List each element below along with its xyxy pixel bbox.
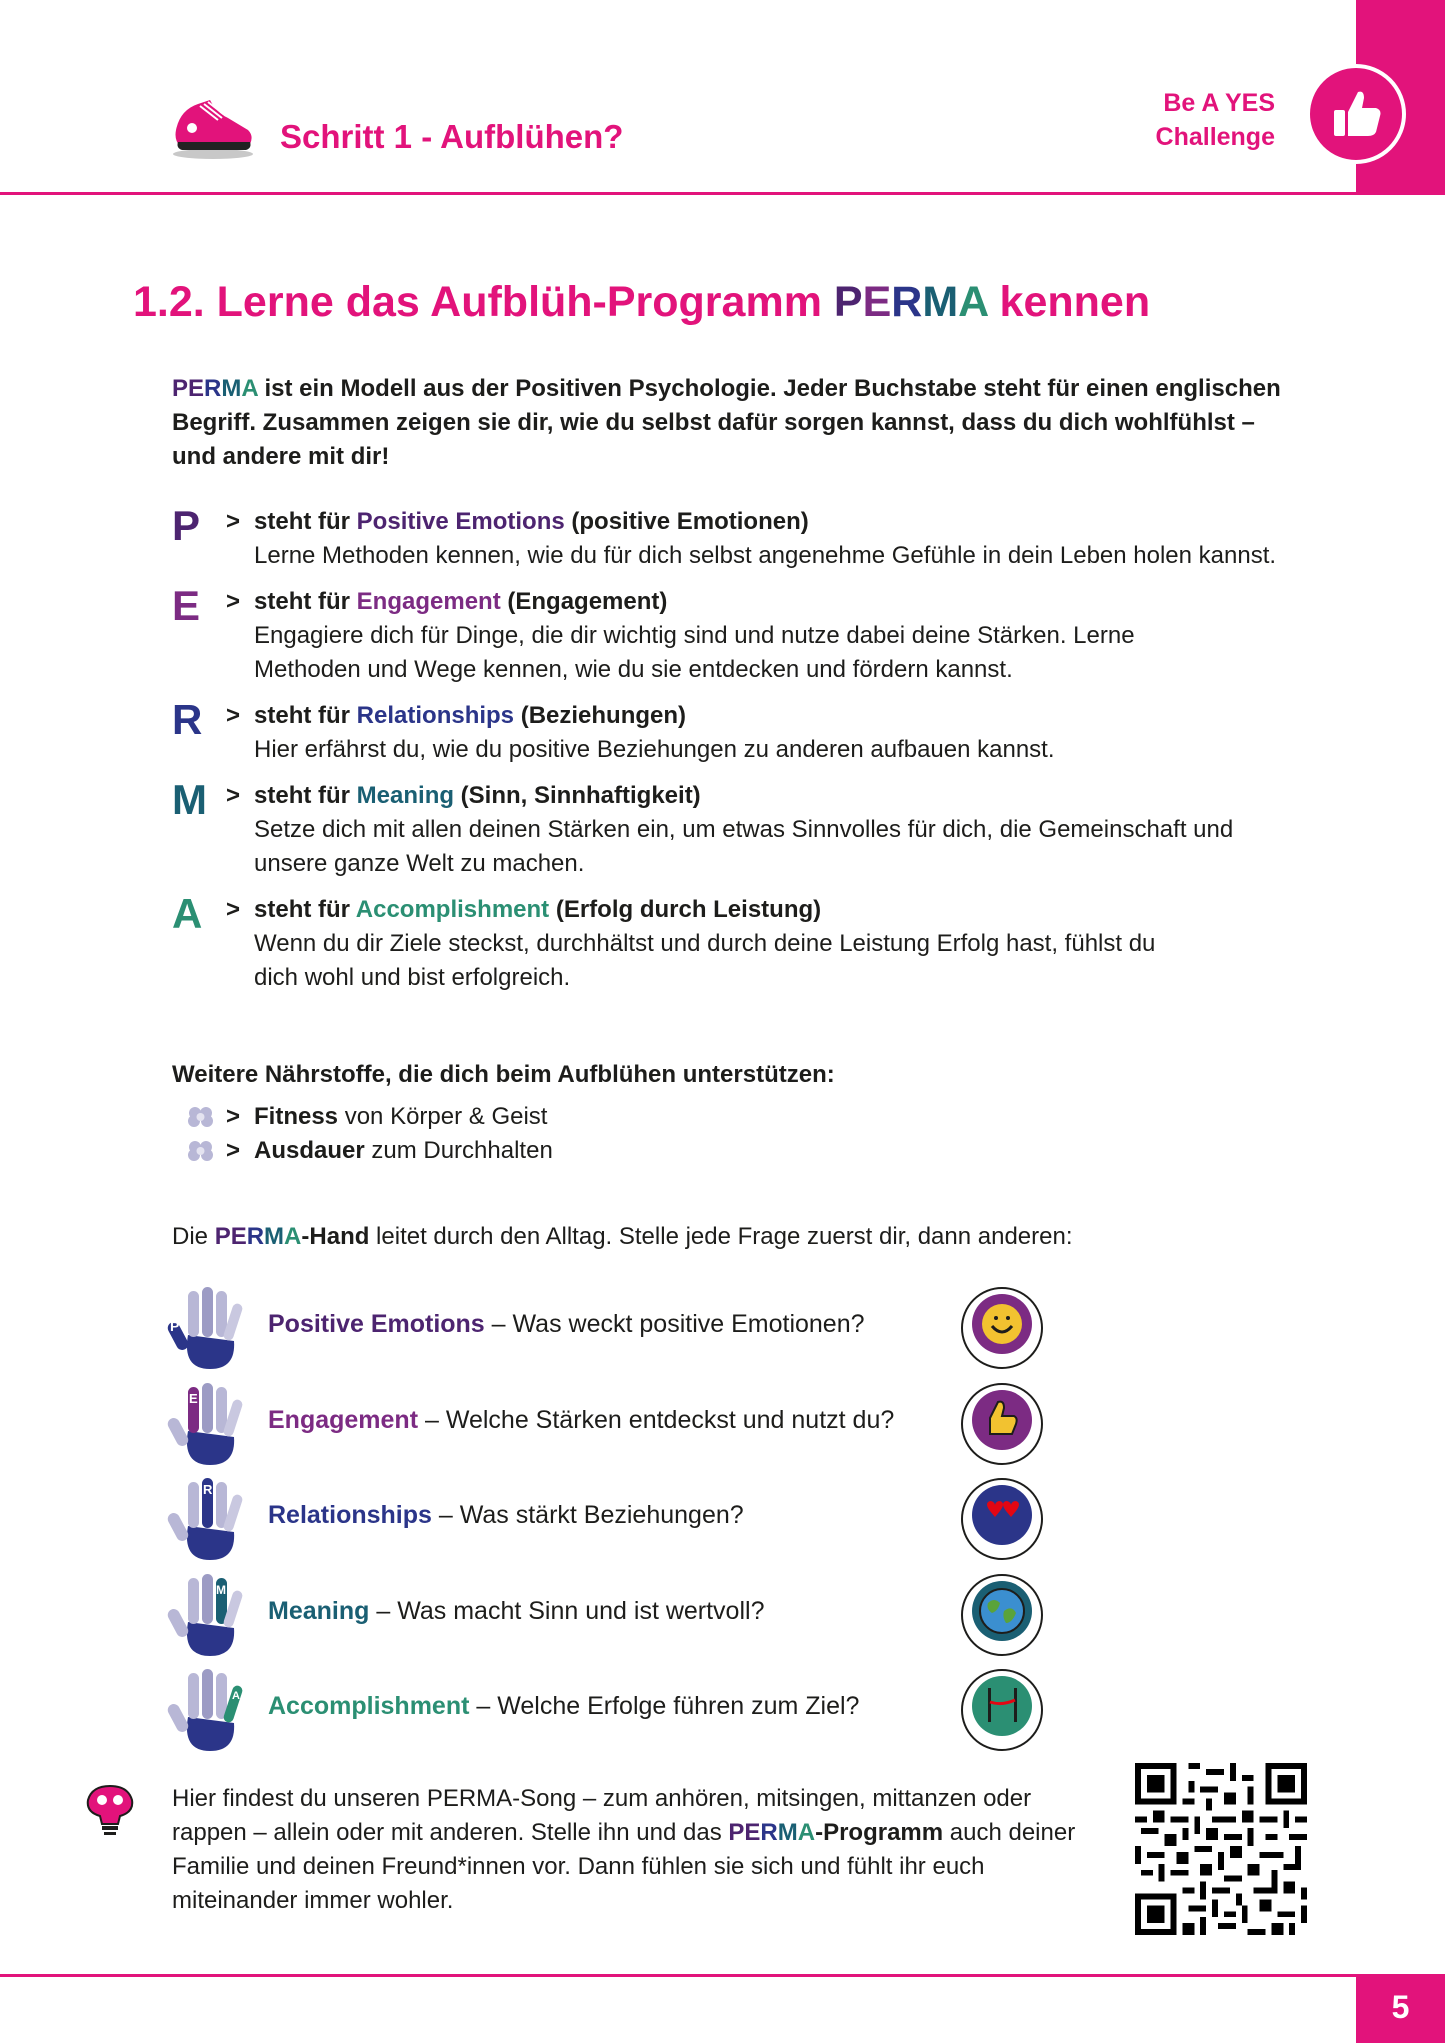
hand-term: Meaning — [268, 1596, 370, 1625]
svg-text:A: A — [232, 1690, 240, 1702]
perma-hand-intro: Die PERMA-Hand leitet durch den Alltag. Stelle jede Frage zuerst dir, dann anderen: — [172, 1223, 1073, 1250]
hand-icon — [166, 1381, 250, 1467]
hand-row-meaning — [166, 1569, 1066, 1665]
step-title: Schritt 1 - Aufblühen? — [280, 118, 624, 155]
perma-term: Positive Emotions — [356, 508, 565, 535]
brand-name — [1100, 86, 1275, 154]
svg-text:P: P — [170, 1318, 180, 1334]
perma-letter: E — [172, 582, 201, 629]
flower-icon — [186, 1140, 216, 1162]
brand-line-2: Challenge — [1155, 123, 1275, 151]
perma-hand-rows — [166, 1282, 1066, 1760]
arrow-marker: > — [226, 588, 241, 615]
perma-song-paragraph: Hier findest du unseren PERMA-Song – zum anhören, mitsingen, mittanzen oder rappen – allein oder mit anderen. Stelle ihn und das PERMA-Programm auch deiner Familie und deinen Freund*innen vor. Dann fühlen sie sich und fühlt ihr euch miteinander immer wohler. — [172, 1785, 1076, 1914]
perma-term: Accomplishment — [355, 896, 550, 923]
perma-description: Hier erfährst du, wie du positive Beziehungen zu anderen aufbauen kannst. — [254, 736, 1055, 763]
perma-letter: P — [172, 502, 201, 549]
lightbulb-icon — [80, 1782, 140, 1838]
perma-description: Wenn du dir Ziele steckst, durchhältst und durch deine Leistung Erfolg hast, fühlst du dich wohl und bist erfolgreich. — [254, 930, 1156, 991]
hand-question: – Welche Stärken entdeckst und nutzt du? — [418, 1405, 895, 1434]
perma-letter: M — [172, 776, 207, 823]
arrow-marker: > — [226, 896, 241, 923]
title-letter-m: M — [922, 278, 959, 326]
hand-row-engagement — [166, 1378, 1066, 1474]
perma-item-e: E > steht für Engagement (Engagement) Engagiere dich für Dinge, die dir wichtig sind und nutze dabei deine Stärken. Lerne Methoden und Wege kennen, wie du sie entdecken und fördern kannst. — [170, 585, 1300, 687]
nutrient-item: > Ausdauer zum Durchhalten — [186, 1134, 553, 1168]
finish-line-badge-icon — [954, 1668, 1054, 1754]
header-divider — [0, 192, 1445, 195]
sneaker-icon — [170, 90, 256, 160]
arrow-marker: > — [226, 702, 241, 729]
arrow-marker: > — [226, 508, 241, 535]
nutrients-list — [186, 1100, 553, 1168]
intro-paragraph: PERMA ist ein Modell aus der Positiven Psychologie. Jeder Buchstabe steht für einen englischen Begriff. Zusammen zeigen sie dir, wie du selbst dafür sorgen kannst, dass du dich wohlfühlst – und andere mit dir! — [172, 375, 1281, 470]
title-letter-p: P — [833, 278, 863, 326]
hand-icon — [166, 1476, 250, 1562]
svg-text:M: M — [216, 1582, 226, 1597]
hand-row-positive-emotions — [166, 1282, 1066, 1378]
page-number: 5 — [1391, 1989, 1410, 2025]
title-letter-a: A — [958, 278, 988, 326]
perma-term: Relationships — [356, 702, 515, 729]
title-letter-r: R — [891, 278, 923, 326]
perma-item-m: M > steht für Meaning (Sinn, Sinnhaftigkeit) Setze dich mit allen deinen Stärken ein, um etwas Sinnvolles für dich, die Gemeinschaft und unsere ganze Welt zu machen. — [170, 779, 1300, 881]
brand-badge — [1306, 64, 1406, 164]
globe-badge-icon — [954, 1573, 1054, 1659]
title-letter-e: E — [862, 278, 892, 326]
perma-term: Meaning — [356, 782, 455, 809]
hand-row-accomplishment — [166, 1664, 1066, 1760]
hand-term: Relationships — [268, 1501, 432, 1529]
footer-divider — [0, 1974, 1445, 1977]
hand-question: – Was macht Sinn und ist wertvoll? — [369, 1596, 765, 1625]
perma-letter: A — [172, 890, 203, 937]
page-number-tab — [1356, 1977, 1445, 2043]
hand-question: – Welche Erfolge führen zum Ziel? — [469, 1692, 860, 1720]
hand-row-relationships — [166, 1473, 1066, 1569]
hand-icon — [166, 1572, 250, 1658]
hand-question: – Was stärkt Beziehungen? — [431, 1501, 744, 1529]
hand-term: Positive Emotions — [268, 1310, 485, 1338]
perma-letter: R — [172, 696, 203, 743]
qr-code-icon[interactable] — [1135, 1763, 1307, 1935]
perma-description: Engagiere dich für Dinge, die dir wichtig sind und nutze dabei deine Stärken. Lerne Methoden und Wege kennen, wie du sie entdecken und fördern kannst. — [254, 622, 1135, 683]
perma-item-a: A > steht für Accomplishment (Erfolg durch Leistung) Wenn du dir Ziele steckst, durchhältst und durch deine Leistung Erfolg hast, fühlst du dich wohl und bist erfolgreich. — [170, 893, 1300, 995]
thumbs-up-icon — [1332, 88, 1382, 140]
thumbs-up-badge-icon — [954, 1382, 1054, 1468]
perma-description: Lerne Methoden kennen, wie du für dich selbst angenehme Gefühle in dein Leben holen kannst. — [254, 542, 1277, 569]
hearts-badge-icon — [954, 1477, 1054, 1563]
arrow-marker: > — [226, 782, 241, 809]
brand-line-1: Be A YES — [1163, 89, 1275, 117]
perma-description: Setze dich mit allen deinen Stärken ein, um etwas Sinnvolles für dich, die Gemeinschaft und unsere ganze Welt zu machen. — [254, 816, 1234, 877]
perma-item-r: R > steht für Relationships (Beziehungen) Hier erfährst du, wie du positive Beziehungen zu anderen aufbauen kannst. — [170, 699, 1300, 767]
section-title: 1.2. Lerne das Aufblüh-Programm PERMA kennen — [133, 278, 1151, 326]
nutrient-item: > Fitness von Körper & Geist — [186, 1100, 553, 1134]
svg-text:R: R — [203, 1482, 213, 1497]
svg-text:E: E — [189, 1390, 198, 1406]
perma-term: Engagement — [356, 588, 501, 615]
hand-icon — [166, 1285, 250, 1371]
hand-question: – Was weckt positive Emotionen? — [484, 1310, 865, 1338]
perma-item-p: P > steht für Positive Emotions (positive Emotionen) Lerne Methoden kennen, wie du für dich selbst angenehme Gefühle in dein Leben holen kannst. — [170, 505, 1300, 573]
perma-list — [170, 502, 1300, 1007]
smiley-badge-icon — [954, 1286, 1054, 1372]
hand-icon — [166, 1667, 250, 1753]
nutrients-title: Weitere Nährstoffe, die dich beim Aufblühen unterstützen: — [172, 1061, 835, 1088]
flower-icon — [186, 1106, 216, 1128]
hand-term: Engagement — [268, 1405, 419, 1434]
hand-term: Accomplishment — [268, 1692, 470, 1720]
